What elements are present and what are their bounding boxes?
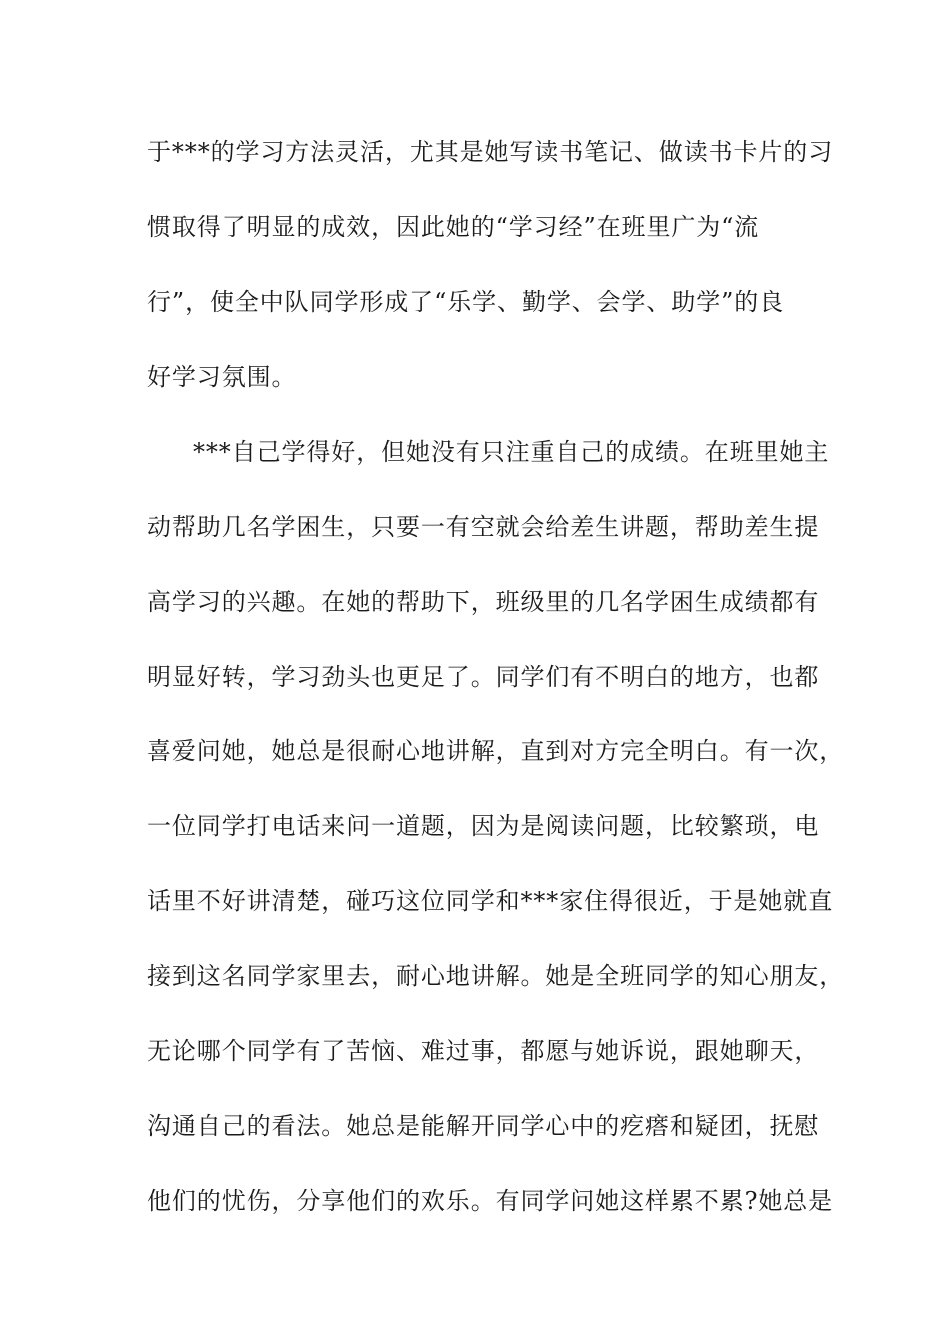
text-line: 喜爱问她，她总是很耐心地讲解，直到对方完全明白。有一次，	[147, 737, 845, 765]
text-line: 惯取得了明显的成效，因此她的“学习经”在班里广为“流	[147, 213, 760, 241]
text-line: 无论哪个同学有了苦恼、难过事，都愿与她诉说，跟她聊天，	[147, 1037, 820, 1065]
text-line: 他们的忧伤，分享他们的欢乐。有同学问她这样累不累?她总是	[147, 1187, 834, 1215]
text-line: 于***的学习方法灵活，尤其是她写读书笔记、做读书卡片的习	[147, 138, 834, 166]
text-line: 沟通自己的看法。她总是能解开同学心中的疙瘩和疑团，抚慰	[147, 1112, 820, 1140]
text-line: 接到这名同学家里去，耐心地讲解。她是全班同学的知心朋友，	[147, 962, 845, 990]
text-line: 动帮助几名学困生，只要一有空就会给差生讲题，帮助差生提	[147, 513, 820, 541]
text-line: 一位同学打电话来问一道题，因为是阅读问题，比较繁琐，电	[147, 812, 820, 840]
text-line: 好学习氛围。	[147, 363, 297, 391]
text-line: 明显好转，学习劲头也更足了。同学们有不明白的地方，也都	[147, 663, 820, 691]
text-line: 高学习的兴趣。在她的帮助下，班级里的几名学困生成绩都有	[147, 588, 820, 616]
text-line: 话里不好讲清楚，碰巧这位同学和***家住得很近，于是她就直	[147, 887, 834, 915]
paragraph-first-line: ***自己学得好，但她没有只注重自己的成绩。在班里她主	[193, 438, 830, 466]
text-line: 行”，使全中队同学形成了“乐学、勤学、会学、助学”的良	[147, 288, 785, 316]
